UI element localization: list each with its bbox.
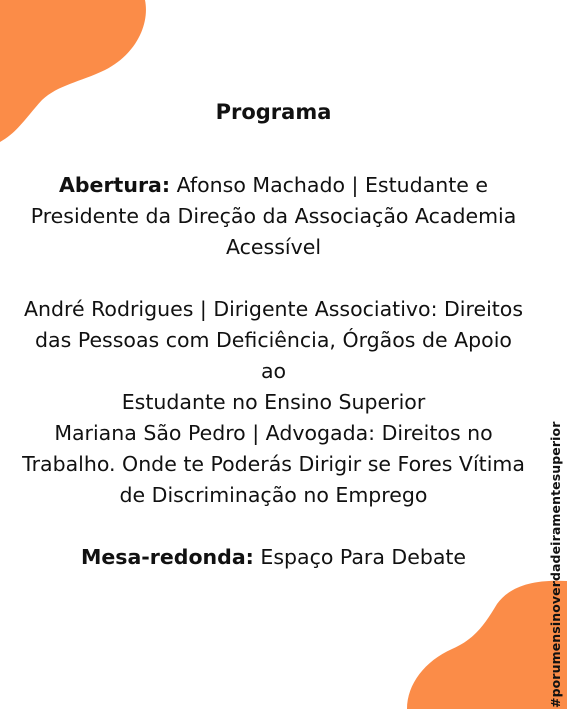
program-item-andre: [20, 294, 527, 418]
program-line: Presidente da Direção da Associação Academia: [30, 204, 517, 228]
hashtag-vertical: #porumensinoverdadeiramentesuperior: [548, 421, 563, 708]
program-line: Trabalho. Onde te Poderás Dirigir se Fores Vítima: [22, 452, 525, 476]
orange-blob-bottom-right: [407, 579, 567, 709]
program-line: Acessível: [225, 235, 322, 259]
page-title: Programa: [215, 100, 332, 124]
item-text: Espaço Para Debate: [253, 545, 467, 569]
item-label: Abertura:: [59, 173, 171, 197]
item-label: Mesa-redonda:: [80, 545, 254, 569]
program-line: André Rodrigues | Dirigente Associativo: Direitos: [23, 297, 524, 321]
program-line: [20, 170, 527, 201]
program-line: Mariana São Pedro | Advogada: Direitos no: [54, 421, 493, 445]
item-text: Afonso Machado | Estudante e: [170, 173, 488, 197]
program-item-mesa-redonda: [20, 542, 527, 573]
program-line: [20, 542, 527, 573]
program-item-mariana: [20, 418, 527, 511]
program-item-abertura: [20, 170, 527, 263]
program-line: Estudante no Ensino Superior: [121, 390, 426, 414]
program-line: de Discriminação no Emprego: [119, 483, 428, 507]
program-line: das Pessoas com Deficiência, Órgãos de Apoio ao: [35, 328, 512, 383]
